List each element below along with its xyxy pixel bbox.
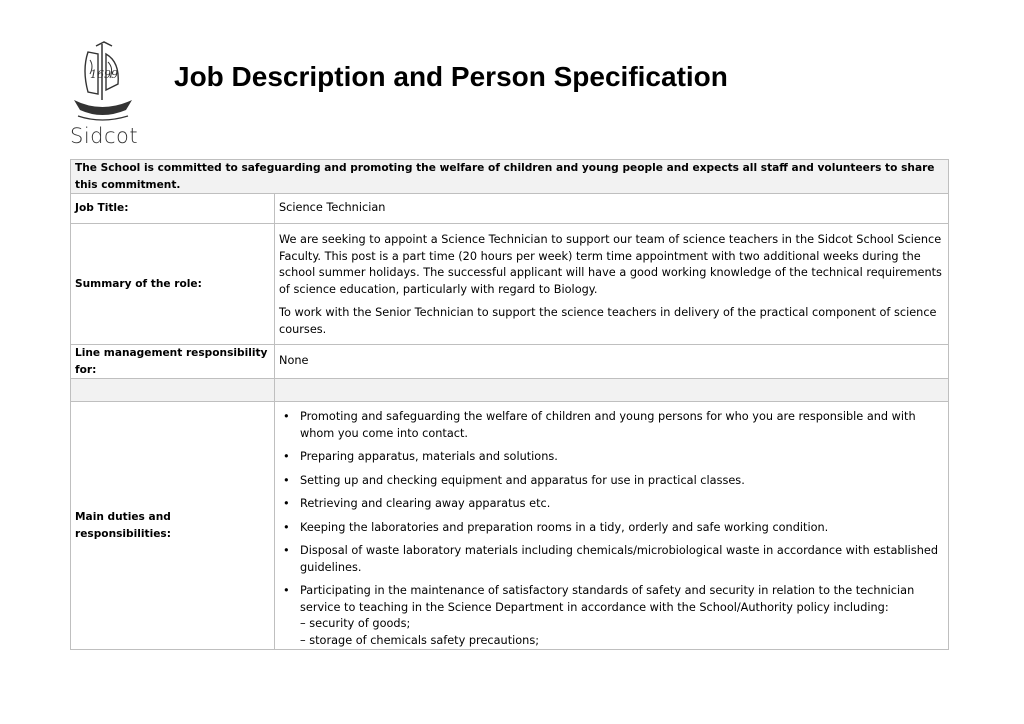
bullet-icon: • — [283, 450, 290, 463]
duty-text: Setting up and checking equipment and apparatus for use in practical classes. — [300, 473, 745, 487]
job-title-value: Science Technician — [275, 194, 949, 224]
blank-row — [71, 379, 949, 402]
duties-label: Main duties and responsibilities: — [71, 402, 275, 650]
summary-paragraph: We are seeking to appoint a Science Technician to support our team of science teachers in the Sidcot School Science Faculty. This post is a part time (20 hours per week) term time appointment with two additional weeks during the school summer holidays. The successful applicant will have a good working knowledge of the technical requirements of science education, particularly with regard to Biology. — [279, 233, 942, 296]
list-item — [283, 473, 944, 490]
list-item — [283, 496, 944, 513]
summary-label: Summary of the role: — [71, 224, 275, 345]
bullet-icon: • — [283, 544, 290, 557]
duty-sub-item: – storage of chemicals safety precautions; — [300, 633, 540, 647]
list-item — [283, 520, 944, 537]
duty-text: Promoting and safeguarding the welfare of children and young persons for who you are responsible and with whom you come into contact. — [300, 410, 916, 440]
list-item — [283, 449, 944, 466]
line-management-label: Line management responsibility for: — [71, 345, 275, 379]
commitment-statement: The School is committed to safeguarding and promoting the welfare of children and young people and expects all staff and volunteers to share this commitment. — [71, 160, 949, 194]
blank-cell — [71, 379, 275, 402]
commitment-row — [71, 160, 949, 194]
duties-list — [279, 409, 944, 649]
duty-text: Retrieving and clearing away apparatus etc. — [300, 497, 551, 510]
duties-row — [71, 402, 949, 650]
job-description-table — [70, 159, 949, 650]
duty-text: Preparing apparatus, materials and solutions. — [300, 450, 558, 463]
duty-sub-item: – security of goods; — [300, 617, 411, 630]
summary-paragraph: To work with the Senior Technician to support the science teachers in delivery of the practical component of science courses. — [279, 306, 937, 336]
summary-content — [275, 224, 949, 345]
summary-row — [71, 224, 949, 345]
logo-year: 1699 — [90, 68, 118, 81]
blank-cell — [275, 379, 949, 402]
list-item — [283, 409, 944, 442]
bullet-icon: • — [283, 497, 290, 510]
duty-text: Participating in the maintenance of satisfactory standards of safety and security in relation to the technician service to teaching in the Science Department in accordance with the School/Authority policy including: — [300, 584, 915, 614]
duty-text: Disposal of waste laboratory materials including chemicals/microbiological waste in accordance with established guidelines. — [300, 544, 938, 574]
page-title: Job Description and Person Specification — [174, 61, 728, 92]
logo-wordmark: Sidcot — [70, 124, 139, 148]
list-item — [283, 583, 944, 649]
bullet-icon: • — [283, 584, 290, 597]
list-item — [283, 543, 944, 576]
job-title-label: Job Title: — [71, 194, 275, 224]
line-management-row — [71, 345, 949, 379]
ship-emblem-icon — [68, 40, 138, 125]
job-title-row — [71, 194, 949, 224]
duties-content — [275, 402, 949, 650]
bullet-icon: • — [283, 520, 290, 534]
bullet-icon: • — [283, 410, 290, 423]
duty-text: Keeping the laboratories and preparation rooms in a tidy, orderly and safe working condition. — [300, 520, 829, 534]
bullet-icon: • — [283, 473, 290, 487]
line-management-value: None — [275, 345, 949, 379]
